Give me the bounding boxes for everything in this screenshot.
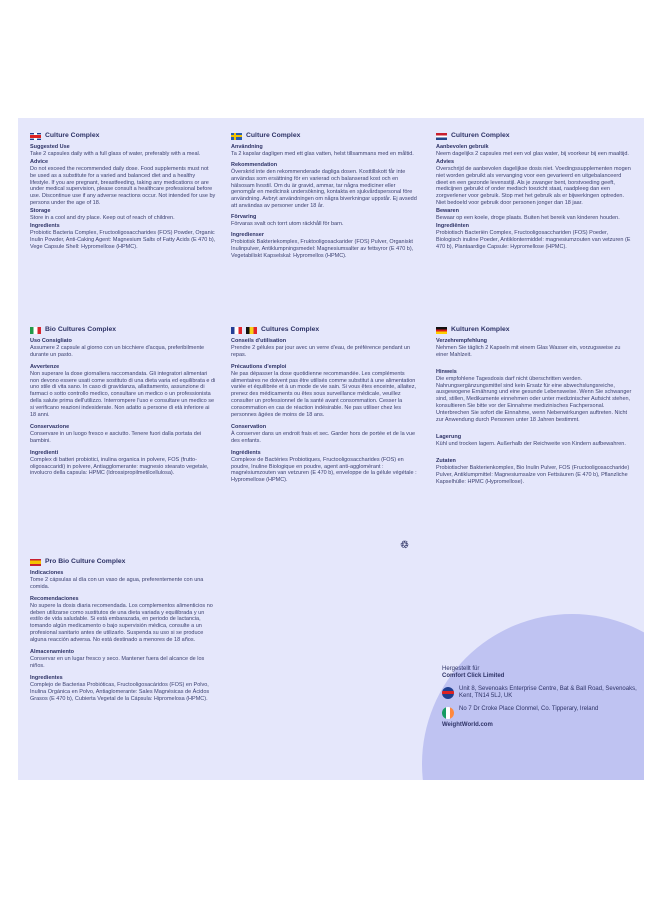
section-text: Kühl und trocken lagern. Außerhalb der Reichweite von Kindern aufbewahren. (436, 440, 626, 447)
section-text: Complex di batteri probiotici, inulina organica in polvere, FOS (frutto-oligosaccaridi) in polvere, Antiagglomerante: magnesio stearato vegetale, involucro della capsula: HPMC (Idrossipropilmetilcellulosa). (30, 456, 209, 477)
manufacturer-company: Comfort Click Limited (442, 673, 505, 680)
section-text: Nehmen Sie täglich 2 Kapseln mit einem Glas Wasser ein, vorzugsweise zu einer Mahlzeit. (436, 344, 621, 358)
section-heading: Suggested Use (30, 144, 70, 150)
section-text: Conservar en un lugar fresco y seco. Mantener fuera del alcance de los niños. (30, 655, 205, 669)
section-heading: Ingredientes (30, 674, 63, 681)
section-text: Complejo de Bacterias Probióticas, Fructooligosacáridos (FOS) en Polvo, Inulina Orgánica en Polvo, Antiaglomerante: Sales Magnésicas de Ácidos Grasos (E 470 b), Cubierta Vegetal de la Cápsula: Hipromelosa (HPMC). (30, 681, 210, 702)
section-heading: Användning (231, 144, 263, 150)
block-sv (231, 132, 421, 260)
section-text: Conservare in un luogo fresco e asciutto. Tenere fuori dalla portata dei bambini. (30, 430, 202, 444)
block-title: Culture Complex (45, 132, 100, 139)
section-text: Överskrid inte den rekommenderade dagliga dosen. Kosttillskott får inte användas som ersättning för en varierad och balanserad kost och en hälsosam livsstil. Om du är gravid, ammar, tar några mediciner eller genomgår en medicinsk undersökning, kontakta en sjukvårdspersonal före användning. Avbryt användningen om några biverkningar uppstår. Ej avsedd att användas av personer under 18 år. (231, 168, 417, 210)
section-heading: Förvaring (231, 214, 257, 221)
section-heading: Almacenamiento (30, 649, 75, 656)
section-heading: Ingrediënten (436, 222, 470, 229)
section-heading: Recomendaciones (30, 595, 79, 602)
column-3 (436, 132, 632, 252)
section-text: Non superare la dose giornaliera raccomandata. Gli integratori alimentari non devono essere usati come sostituto di una dieta varia ed equilibrata e di uno stile di vita sano. In caso di gravidanza, allattamento, assunzione di farmaci o sotto controllo medico, consultare un medico o un professionista della salute prima dell'utilizzo. Interrompere l'uso e consultare un medico se si verificano reazioni indesiderate. Non adatto a persone di età inferiore ai 18 anni. (30, 370, 216, 419)
website-link[interactable]: WeightWorld.com (442, 721, 493, 728)
block-en (30, 132, 216, 251)
block-fr (231, 326, 421, 484)
column-2-french (231, 326, 421, 489)
manufacturer-info (442, 666, 642, 729)
section-text: Neem dagelijks 2 capsules met een vol glas water, bij voorkeur bij een maaltijd. (436, 150, 629, 157)
section-heading: Avvertenze (30, 363, 60, 370)
section-heading: Uso Consigliato (30, 338, 72, 344)
address-text: Unit 8, Sevenoaks Enterprise Centre, Bat & Ball Road, Sevenoaks, Kent, TN14 5LJ, UK (459, 685, 637, 700)
section-text: Die empfohlene Tagesdosis darf nicht überschritten werden. Nahrungsergänzungsmittel sind kein Ersatz für eine abwechslungsreiche, ausgewogene Ernährung und eine gesunde Lebensweise. Wenn Sie schwanger sind, stillen, Medikamente einnehmen oder unter medizinischer Aufsicht stehen, konsultieren Sie bitte vor der Einnahme medizinisches Fachpersonal. Unterbrechen Sie sofort die Einnahme, wenn Nebenwirkungen auftreten. Nicht zur Anwendung durch Personen unter 18 Jahren bestimmt. (436, 375, 632, 424)
belgium-flag-icon (246, 327, 257, 334)
section-text: Bewaar op een koele, droge plaats. Buiten het bereik van kinderen houden. (436, 215, 620, 222)
section-heading: Ingredienti (30, 449, 59, 456)
section-text: Probiotisch Bacteriën Complex, Fructooligosacchariden (FOS) Poeder, Biologisch inuline Poeder, Antiklontermiddel: magnesiumzouten van vetzuren (E 470 b), Plantaardige Capsule: Hypromellose (HPMC). (436, 229, 631, 250)
france-flag-icon (231, 327, 242, 334)
section-heading: Conseils d'utilisation (231, 338, 287, 344)
block-title: Pro Bio Culture Complex (45, 558, 126, 565)
section-heading: Lagerung (436, 433, 462, 440)
block-nl (436, 132, 632, 251)
block-title: Culture Complex (246, 132, 301, 139)
section-heading: Ingredienser (231, 231, 265, 238)
block-title: Cultures Complex (261, 326, 320, 333)
section-text: Store in a cool and dry place. Keep out of reach of children. (30, 215, 175, 222)
section-heading: Advies (436, 158, 455, 165)
spain-flag-icon (30, 559, 41, 566)
section-text: Overschrijd de aanbevolen dagelijkse dosis niet. Voedingssupplementen mogen niet worden gebruikt als vervanging voor een gevarieerd en uitgebalanceerd dieet en een gezonde levensstijl. Als je zwanger bent, borstvoeding geeft, medicijnen gebruikt of onder medisch toezicht staat, raadpleeg dan een zorgverlener voor gebruik. Stop met het gebruik als er bijwerkingen optreden. Niet bedoeld voor gebruik door personen jonger dan 18 jaar. (436, 165, 631, 207)
section-text: Ne pas dépasser la dose quotidienne recommandée. Les compléments alimentaires ne doivent pas être utilisés comme substitut à une alimentation variée et équilibrée et à un mode de vie sain. Si vous êtes enceinte, allaitez, prenez des médicaments ou êtes sous surveillance médicale, veuillez consulter un professionnel de la santé avant consommation. Cesser la consommation en cas de réaction indésirable. Ne pas utiliser chez les personnes âgées de moins de 18 ans. (231, 370, 416, 419)
section-text: No supere la dosis diaria recomendada. Los complementos alimenticios no deben utilizarse como sustitutos de una dieta variada y equilibrada y un estilo de vida saludable. Si está embarazada, en periodo de lactancia, tomando algún medicamento o bajo supervisión médica, consulte a un profesional sanitario antes de utilizarlo. Suspenda su uso si se produce alguna reacción adversa. No está destinado a menores de 18 años. (30, 602, 213, 644)
section-heading: Ingrédients (231, 449, 261, 456)
section-heading: Ingredients (30, 222, 60, 229)
section-heading: Conservazione (30, 423, 70, 430)
sweden-flag-icon (231, 133, 242, 140)
section-text: Probiotisk Bakteriekomplex, Fruktooligosackarider (FOS) Pulver, Organiskt Inulinpulver, Antiklumpningsmedel: Magnesiumsalter av fettsyror (E 470 b), Vegetabiliskt Kapselskal: Hypromellos (HPMC). (231, 238, 414, 259)
section-text: Probiotic Bacteria Complex, Fructooligosaccharides (FOS) Powder, Organic Inulin Powder, Anti-Caking Agent: Magnesium Salts of Fatty Acids (E 470 b), Vege Capsule Shell: Hypromellose (HPMC). (30, 229, 216, 250)
section-heading: Indicaciones (30, 570, 64, 576)
uk-flag-icon (442, 687, 454, 699)
column-1-spanish (30, 558, 216, 707)
section-heading: Rekommendation (231, 161, 278, 168)
ireland-flag-icon (442, 707, 454, 719)
section-text: À conserver dans un endroit frais et sec. Garder hors de portée et de la vue des enfants. (231, 430, 416, 444)
section-text: Probiotischer Bakterienkomplex, Bio Inulin Pulver, FOS (Fructooligosaccharide) Pulver, Antiklumpmittel: Magnesiumsalze von Fettsäuren (E 470 b), Pflanzliche Kapselhülle: HPMC (Hypromellose). (436, 464, 630, 485)
section-text: Take 2 capsules daily with a full glass of water, preferably with a meal. (30, 150, 201, 157)
germany-flag-icon (436, 327, 447, 334)
column-2 (231, 132, 421, 261)
column-1 (30, 132, 216, 252)
section-heading: Bewaren (436, 208, 459, 215)
block-it (30, 326, 216, 477)
section-text: Prendre 2 gélules par jour avec un verre d'eau, de préférence pendant un repas. (231, 344, 411, 358)
block-de (436, 326, 632, 485)
address-ie (442, 706, 642, 719)
section-heading: Verzehrempfehlung (436, 338, 488, 344)
address-text: No 7 Dr Croke Place Clonmel, Co. Tipperary, Ireland (459, 705, 599, 712)
section-heading: Advice (30, 158, 49, 165)
section-heading: Conservation (231, 423, 267, 430)
address-uk (442, 686, 642, 701)
block-title: Bio Cultures Complex (45, 326, 116, 333)
section-heading: Précautions d'emploi (231, 363, 287, 370)
section-heading: Aanbevolen gebruik (436, 144, 489, 150)
manufacturer-intro: Hergestellt für (442, 666, 480, 672)
italy-flag-icon (30, 327, 41, 334)
recycling-icon: ♲ (400, 540, 409, 551)
netherlands-flag-icon (436, 133, 447, 140)
column-1-italian (30, 326, 216, 482)
section-heading: Zutaten (436, 457, 456, 464)
section-text: Ta 2 kapslar dagligen med ett glas vatten, helst tillsammans med en måltid. (231, 150, 414, 157)
section-text: Tome 2 cápsulas al día con un vaso de agua, preferentemente con una comida. (30, 576, 204, 590)
section-heading: Storage (30, 208, 51, 215)
block-title: Culturen Complex (451, 132, 510, 139)
section-text: Do not exceed the recommended daily dose. Food supplements must not be used as a substitute for a varied and balanced diet and a healthy lifestyle. If you are pregnant, breastfeeding, taking any medications or are under medical supervision, please consult a healthcare professional before use. Discontinue use if any adverse reactions occur. Not intended for use by persons under the age of 18. (30, 165, 216, 207)
section-text: Assumere 2 capsule al giorno con un bicchiere d'acqua, preferibilmente durante un pasto. (30, 344, 205, 358)
section-text: Förvaras svalt och torrt utom räckhåll för barn. (231, 221, 344, 228)
uk-flag-icon (30, 133, 41, 140)
column-3-german (436, 326, 632, 490)
block-title: Kulturen Komplex (451, 326, 510, 333)
section-heading: Hinweis (436, 368, 457, 375)
section-text: Complexe de Bactéries Probiotiques, Fructooligosaccharides (FOS) en poudre, Inuline Biologique en poudre, agent anti-agglomérant : magnésiumzouten van vetzuren (E 470 b), enveloppe de la gélule végétale : Hypromellose (HPMC). (231, 456, 417, 484)
block-es (30, 558, 216, 702)
label-panel (18, 118, 644, 780)
